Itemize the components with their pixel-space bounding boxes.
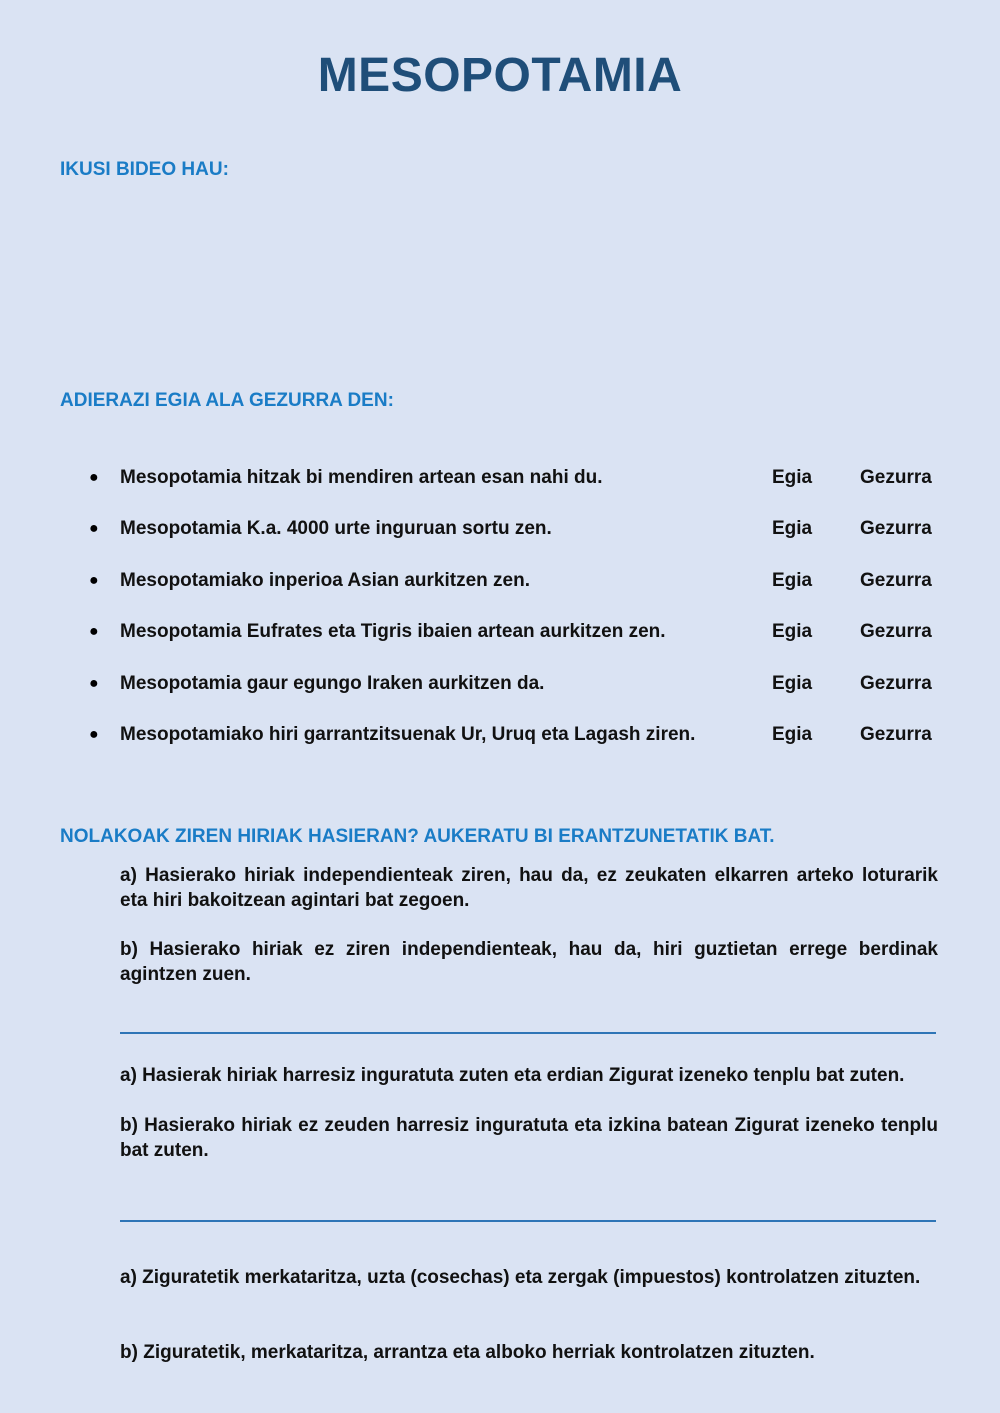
- cities-heading: NOLAKOAK ZIREN HIRIAK HASIERAN? AUKERATU BI ERANTZUNETATIK BAT.: [60, 826, 775, 847]
- true-false-item: [0, 722, 1000, 773]
- choice-option-a[interactable]: a) Ziguratetik merkataritza, uzta (cosechas) eta zergak (impuestos) kontrolatzen zituzten.: [120, 1267, 921, 1288]
- true-false-item: [0, 516, 1000, 567]
- false-option[interactable]: Gezurra: [860, 672, 932, 694]
- page-title: MESOPOTAMIA: [317, 49, 683, 102]
- false-option[interactable]: Gezurra: [860, 467, 932, 488]
- false-option[interactable]: Gezurra: [860, 723, 932, 745]
- video-heading: IKUSI BIDEO HAU:: [60, 159, 229, 180]
- false-option[interactable]: Gezurra: [860, 569, 932, 591]
- bullet-icon: ●: [89, 725, 99, 743]
- statement-text: Mesopotamia K.a. 4000 urte inguruan sortu zen.: [120, 518, 552, 540]
- false-option[interactable]: Gezurra: [860, 621, 932, 643]
- choice-option-b[interactable]: b) Hasierako hiriak ez ziren independienteak, hau da, hiri guztietan errege berdinak agintzen zuen.: [120, 939, 938, 985]
- statement-text: Mesopotamia Eufrates eta Tigris ibaien artean aurkitzen zen.: [120, 621, 666, 643]
- choice-option-b[interactable]: b) Hasierako hiriak ez zeuden harresiz inguratuta eta izkina batean Zigurat izeneko tenplu bat zuten.: [120, 1115, 938, 1161]
- true-false-item: [0, 465, 1000, 516]
- false-option[interactable]: Gezurra: [860, 518, 932, 540]
- choice-option-a[interactable]: a) Hasierako hiriak independienteak ziren, hau da, ez zeukaten elkarren arteko loturarik eta hiri bakoitzean agintari bat zegoen.: [120, 865, 938, 911]
- statement-text: Mesopotamia gaur egungo Iraken aurkitzen da.: [120, 672, 545, 694]
- bullet-icon: ●: [89, 571, 99, 589]
- true-false-heading: ADIERAZI EGIA ALA GEZURRA DEN:: [60, 390, 394, 411]
- answer-divider: [120, 1032, 936, 1034]
- true-option[interactable]: Egia: [772, 672, 813, 694]
- statement-text: Mesopotamiako inperioa Asian aurkitzen zen.: [120, 569, 531, 591]
- true-option[interactable]: Egia: [772, 518, 813, 540]
- true-option[interactable]: Egia: [772, 467, 813, 488]
- choice-option-a[interactable]: a) Hasierak hiriak harresiz inguratuta zuten eta erdian Zigurat izeneko tenplu bat zuten.: [120, 1065, 905, 1086]
- bullet-icon: ●: [89, 674, 99, 692]
- true-option[interactable]: Egia: [772, 621, 813, 643]
- true-false-list: [0, 465, 1000, 773]
- answer-divider: [120, 1220, 936, 1222]
- true-option[interactable]: Egia: [772, 723, 813, 745]
- statement-text: Mesopotamia hitzak bi mendiren artean esan nahi du.: [120, 467, 603, 488]
- true-false-item: [0, 619, 1000, 670]
- choice-option-b[interactable]: b) Ziguratetik, merkataritza, arrantza eta alboko herriak kontrolatzen zituzten.: [120, 1342, 815, 1363]
- bullet-icon: ●: [89, 623, 99, 641]
- bullet-icon: ●: [89, 469, 99, 486]
- true-option[interactable]: Egia: [772, 569, 813, 591]
- true-false-item: [0, 671, 1000, 722]
- statement-text: Mesopotamiako hiri garrantzitsuenak Ur, Uruq eta Lagash ziren.: [120, 723, 696, 745]
- true-false-item: [0, 568, 1000, 619]
- bullet-icon: ●: [89, 520, 99, 538]
